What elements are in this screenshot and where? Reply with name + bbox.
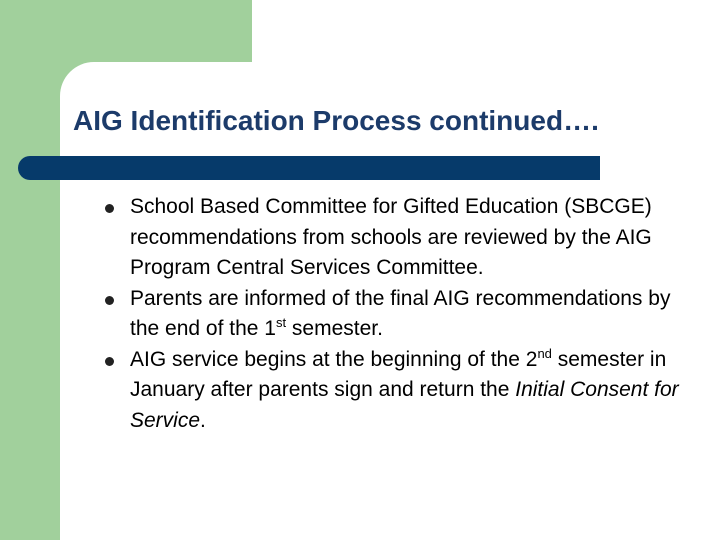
title-divider-bar (18, 156, 600, 180)
bullet-item-parents-informed (100, 284, 700, 345)
bullet-item-committee (100, 192, 700, 284)
bullet-dot-icon (105, 357, 114, 366)
ordinal-superscript: nd (537, 345, 552, 361)
bullet-dot-icon (105, 296, 114, 305)
bullet-text-middle: semester in January after parents sign and return the (130, 347, 667, 401)
ordinal-superscript: st (275, 315, 287, 330)
bullet-text-end: semester. (286, 317, 383, 340)
bullet-text: AIG service begins at the beginning of the 2 (130, 347, 538, 371)
bullet-text: School Based Committee for Gifted Education (SBCGE) recommendations from schools are reviewed by the AIG Program Central Services Committee. (130, 195, 652, 279)
bullet-text-end: . (200, 408, 206, 432)
bullet-text: Parents are informed of the final AIG recommendations by the end of the 1 (130, 286, 671, 340)
bullet-item-service-begins (100, 345, 700, 437)
slide-title: AIG Identification Process continued…. (73, 105, 599, 136)
accent-bar-left (0, 0, 60, 540)
bullet-dot-icon (105, 204, 114, 213)
consent-form-title: Initial Consent for Service (130, 378, 679, 432)
bullet-list (100, 192, 700, 436)
